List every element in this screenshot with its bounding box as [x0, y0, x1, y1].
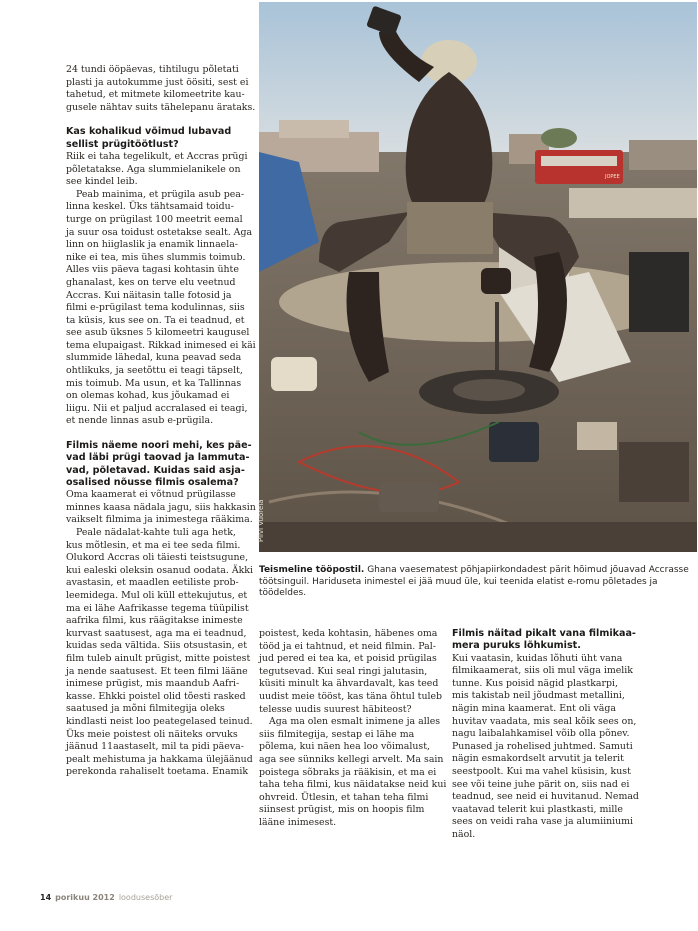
text-line: mis takistab neil jõudmast metallini, — [452, 690, 625, 702]
text-line: siinsest prügist, mis on hoopis film — [259, 804, 425, 816]
text-line: sees on veidi raha vase ja alumiiniumi — [452, 816, 634, 828]
text-line: see kindel leib. — [66, 176, 138, 188]
text-line: saatused ja mõni filmitegija oleks — [66, 703, 225, 715]
text-line: sellist prügitöötlust? — [66, 138, 179, 150]
text-line: seestpoolt. Kui ma vahel küsisin, kust — [452, 765, 631, 777]
text-line: film tuleb ainult prügist, mitte poistest — [66, 652, 251, 664]
text-line: tema elupaigast. Rikkad inimesed ei käi — [66, 339, 256, 351]
text-line: et nende linnas asub e-prügila. — [66, 415, 214, 427]
column-2 — [259, 628, 449, 830]
text-line: siis filmitegija, sestap ei lähe ma — [259, 728, 415, 740]
text-line: põlema, kui näen hea loo võimalust, — [259, 741, 430, 753]
text-line: tööd ja ei tahtnud, et neid filmin. Pal- — [259, 640, 436, 652]
text-line: filmi e-prügilast tema kodulinnas, siis — [66, 302, 245, 314]
column-3 — [452, 628, 652, 842]
text-line: linna keskel. Üks tähtsamaid toidu- — [66, 201, 234, 213]
text-line: Üks meie poistest oli näiteks orvuks — [66, 728, 238, 740]
text-line: kui ealeski oleksin osanud oodata. Äkki — [66, 564, 253, 576]
text-line: kasse. Ehkki poistel olid tõesti rasked — [66, 690, 246, 702]
issue-month: porikuu 2012 — [55, 893, 115, 902]
col2-paragraph-1 — [259, 628, 449, 716]
answer-1-paragraph-1 — [66, 151, 256, 189]
text-line: plasti ja autokumme just öösiti, sest ei — [66, 76, 249, 88]
text-line: tegutsevad. Kui seal ringi jalutasin, — [259, 665, 428, 677]
answer-2-paragraph-1 — [66, 489, 256, 527]
text-line: avastasin, et maadlen eetiliste prob- — [66, 577, 239, 589]
text-line: jud pered ei tea ka, et poisid prügilas — [259, 653, 437, 665]
text-line: poistest, keda kohtasin, häbenes oma — [259, 628, 438, 639]
text-line: Kui vaatasin, kuidas lõhuti üht vana — [452, 652, 623, 664]
text-line: Peale nädalat-kahte tuli aga hetk, — [76, 527, 236, 538]
text-line: mera puruks lõhkumist. — [452, 640, 581, 652]
hero-photo — [259, 2, 697, 552]
text-line: näol. — [452, 828, 476, 840]
photo-credit: Pilvi Vuorela — [257, 499, 265, 542]
text-line: osalised nõusse filmis osalema? — [66, 476, 239, 488]
text-line: vad läbi prügi taovad ja lammuta- — [66, 452, 250, 464]
text-line: Olukord Accras oli täiesti teistsugune, — [66, 552, 249, 564]
text-line: jäänud 11aastaselt, mil ta pidi päeva- — [66, 741, 244, 753]
text-line: Oma kaamerat ei võtnud prügilasse — [66, 489, 236, 501]
page-footer — [40, 893, 172, 902]
text-line: gusele nähtav suits tähelepanu ärataks. — [66, 101, 256, 113]
column-1 — [66, 64, 256, 779]
text-line: see või teine juhe pärit on, siis nad ei — [452, 778, 630, 790]
text-line: turge on prügilast 100 meetrit eemal — [66, 213, 243, 225]
text-line: filmikaamerat, siis oli mul väga imelik — [452, 665, 633, 677]
text-line: telesse uudis suurest häbiteost? — [259, 703, 412, 715]
text-line: ohtlikuks, ja seetõttu ei teagi täpselt, — [66, 365, 243, 377]
text-line: linn on hiiglaslik ja enamik linnaela- — [66, 239, 238, 251]
text-line: tunne. Kus poisid nägid plastkarpi, — [452, 677, 618, 689]
text-line: on olemas kohad, kus jõukamad ei — [66, 390, 230, 402]
text-line: taha teha filmi, kus näidatakse neid kui — [259, 779, 447, 791]
text-line: liigu. Nii et paljud accralased ei teagi, — [66, 402, 248, 414]
text-line: tahetud, et mitmete kilomeetrite kau- — [66, 89, 245, 101]
text-line: Riik ei taha tegelikult, et Accras prügi — [66, 150, 248, 162]
text-line: ohvreid. Ütlesin, et tahan teha filmi — [259, 791, 429, 803]
text-line: Kas kohalikud võimud lubavad — [66, 126, 232, 138]
text-line: slummide lähedal, kuna peavad seda — [66, 352, 242, 364]
text-line: ja nende saatusest. Et teen filmi lääne — [66, 665, 248, 677]
text-line: leemidega. Mul oli küll ettekujutus, et — [66, 589, 248, 601]
text-line: põletatakse. Aga slummielanikele on — [66, 163, 241, 175]
text-line: lääne inimesest. — [259, 816, 337, 828]
text-line: huvitav vaadata, mis seal kõik sees on, — [452, 715, 637, 727]
caption-text: Ghana vaesematest põhjapiirkondadest pärit hõimud jõuavad Accrasse töötsinguil. Hariduseta inimestel ei jää muud üle, kui teenida elatist e-romu põletades ja töödeldes. — [259, 565, 689, 599]
text-line: kuidas seda vältida. Siis otsustasin, et — [66, 640, 247, 652]
text-line: nagu laibalahkamisel võib olla põnev. — [452, 728, 630, 740]
col2-paragraph-2 — [259, 716, 449, 829]
text-line: minnes kaasa nädala jagu, siis hakkasin — [66, 501, 256, 513]
text-line: aga see sünniks kellegi arvelt. Ma sain — [259, 753, 444, 765]
text-line: nike ei tea, mis ühes slummis toimub. — [66, 251, 246, 263]
text-line: inimese prügist, mis maandub Aafri- — [66, 678, 240, 690]
question-2-heading — [66, 440, 256, 489]
col1-top-paragraph — [66, 64, 256, 114]
text-line: kindlasti neist loo peategelased teinud. — [66, 715, 253, 727]
text-line: Aga ma olen esmalt inimene ja alles — [269, 716, 441, 728]
question-3-heading — [452, 628, 652, 653]
text-line: nägin esmakordselt arvutit ja telerit — [452, 753, 624, 765]
text-line: vaikselt filmima ja inimestega rääkima. — [66, 514, 253, 526]
photo-illustration — [259, 2, 697, 552]
text-line: kurvast saatusest, aga ma ei teadnud, — [66, 627, 247, 639]
magazine-name: loodusesõber — [118, 893, 173, 902]
text-line: aafrika filmi, kus räägitakse inimeste — [66, 615, 243, 627]
text-line: ghanalast, kes on terve elu veetnud — [66, 276, 236, 288]
text-line: teadnud, see neid ei huvitanud. Nemad — [452, 791, 639, 803]
text-line: Accras. Kui näitasin talle fotosid ja — [66, 289, 232, 301]
text-line: Peab mainima, et prügila asub pea- — [76, 188, 245, 200]
text-line: vaatavad telerit kui plastkasti, mille — [452, 803, 623, 815]
text-line: Punased ja rohelised juhtmed. Samuti — [452, 740, 633, 752]
photo-caption — [259, 565, 691, 600]
bus-text: JOPEE — [605, 174, 620, 180]
answer-2-paragraph-2 — [66, 527, 256, 779]
answer-1-paragraph-2 — [66, 189, 256, 428]
text-line: see asub üksnes 5 kilomeetri kaugusel — [66, 327, 250, 339]
text-line: ja suur osa toidust ostetakse sealt. Aga — [66, 226, 253, 238]
text-line: perekonda rahaliselt toetama. Enamik — [66, 766, 249, 778]
text-line: Filmis näeme noori mehi, kes päe- — [66, 440, 252, 452]
text-line: 24 tundi ööpäevas, tihtilugu põletati — [66, 64, 239, 75]
text-line: vad, põletavad. Kuidas said asja- — [66, 464, 245, 476]
question-1-heading — [66, 126, 256, 151]
text-line: poistega sõbraks ja rääkisin, et ma ei — [259, 766, 437, 778]
caption-lead: Teismeline tööpostil. — [259, 565, 365, 575]
text-line: pealt mehistuma ja hakkama ülejäänud — [66, 753, 253, 765]
text-line: uudist meie tööst, kas täna õhtul tuleb — [259, 690, 443, 702]
text-line: Filmis näitad pikalt vana filmikaa- — [452, 628, 636, 639]
text-line: küsiti minult ka ähvardavalt, kas teed — [259, 678, 439, 690]
phone-debris — [271, 357, 317, 391]
col3-paragraph-1 — [452, 653, 652, 842]
text-line: mis toimub. Ma usun, et ka Tallinnas — [66, 377, 242, 389]
text-line: Alles viis päeva tagasi kohtasin ühte — [66, 264, 239, 276]
text-line: ma ei lähe Aafrikasse tegema tüüpilist — [66, 602, 249, 614]
page-number: 14 — [40, 893, 52, 902]
text-line: kus mõtlesin, et ma ei tee seda filmi. — [66, 539, 241, 551]
text-line: nägin mina kaamerat. Ent oli väga — [452, 702, 616, 714]
text-line: ta küsis, kus see on. Ta ei teadnud, et — [66, 314, 245, 326]
